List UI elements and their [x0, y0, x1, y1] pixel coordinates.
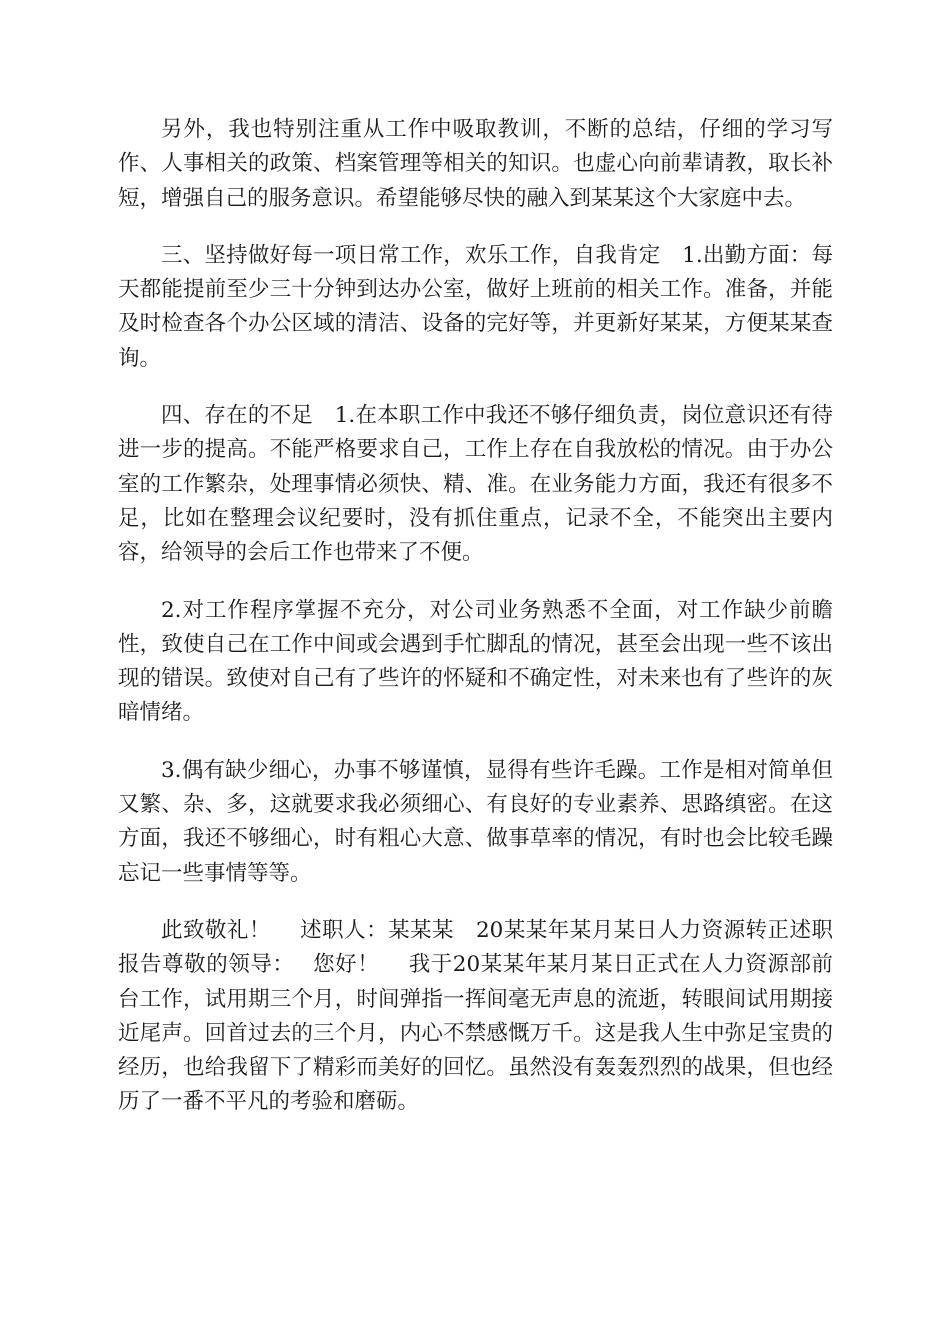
paragraph-lessons: 另外，我也特别注重从工作中吸取教训，不断的总结，仔细的学习写作、人事相关的政策、档案管理等相关的知识。也虚心向前辈请教，取长补短，增强自己的服务意识。希望能够尽快的融入到某某这个大家庭中去。: [118, 117, 833, 211]
document-page: [118, 113, 833, 1143]
paragraph-shortcomings: 四、存在的不足 1.在本职工作中我还不够仔细负责，岗位意识还有待进一步的提高。不能严格要求自己，工作上存在自我放松的情况。由于办公室的工作繁杂，处理事情必须快、精、准。在业务能力方面，我还有很多不足，比如在整理会议纪要时，没有抓住重点，记录不全，不能突出主要内容，给领导的会后工作也带来了不便。: [118, 403, 833, 566]
paragraph-daily-work: 三、坚持做好每一项日常工作，欢乐工作，自我肯定 1.出勤方面：每天都能提前至少三十分钟到达办公室，做好上班前的相关工作。准备，并能及时检查各个办公区域的清洁、设备的完好等，并更新好某某，方便某某查询。: [118, 242, 833, 371]
paragraph-closing-report: 此致敬礼！ 述职人：某某某 20某某年某月某日人力资源转正述职报告尊敬的领导： 您好！ 我于20某某年某月某日正式在人力资源部前台工作，试用期三个月，时间弹指一挥间毫无声息的流逝，转眼间试用期接近尾声。回首过去的三个月，内心不禁感慨万千。这是我人生中弥足宝贵的经历，也给我留下了精彩而美好的回忆。虽然没有轰轰烈烈的战果，但也经历了一番不平凡的考验和磨砺。: [118, 917, 833, 1115]
paragraph-carefulness: 3.偶有缺少细心，办事不够谨慎，显得有些许毛躁。工作是相对简单但又繁、杂、多，这就要求我必须细心、有良好的专业素养、思路缜密。在这方面，我还不够细心，时有粗心大意、做事草率的情况，有时也会比较毛躁忘记一些事情等等。: [118, 757, 833, 886]
paragraph-procedure: 2.对工作程序掌握不充分，对公司业务熟悉不全面，对工作缺少前瞻性，致使自己在工作中间或会遇到手忙脚乱的情况，甚至会出现一些不该出现的错误。致使对自己有了些许的怀疑和不确定性，对未来也有了些许的灰暗情绪。: [118, 597, 833, 726]
